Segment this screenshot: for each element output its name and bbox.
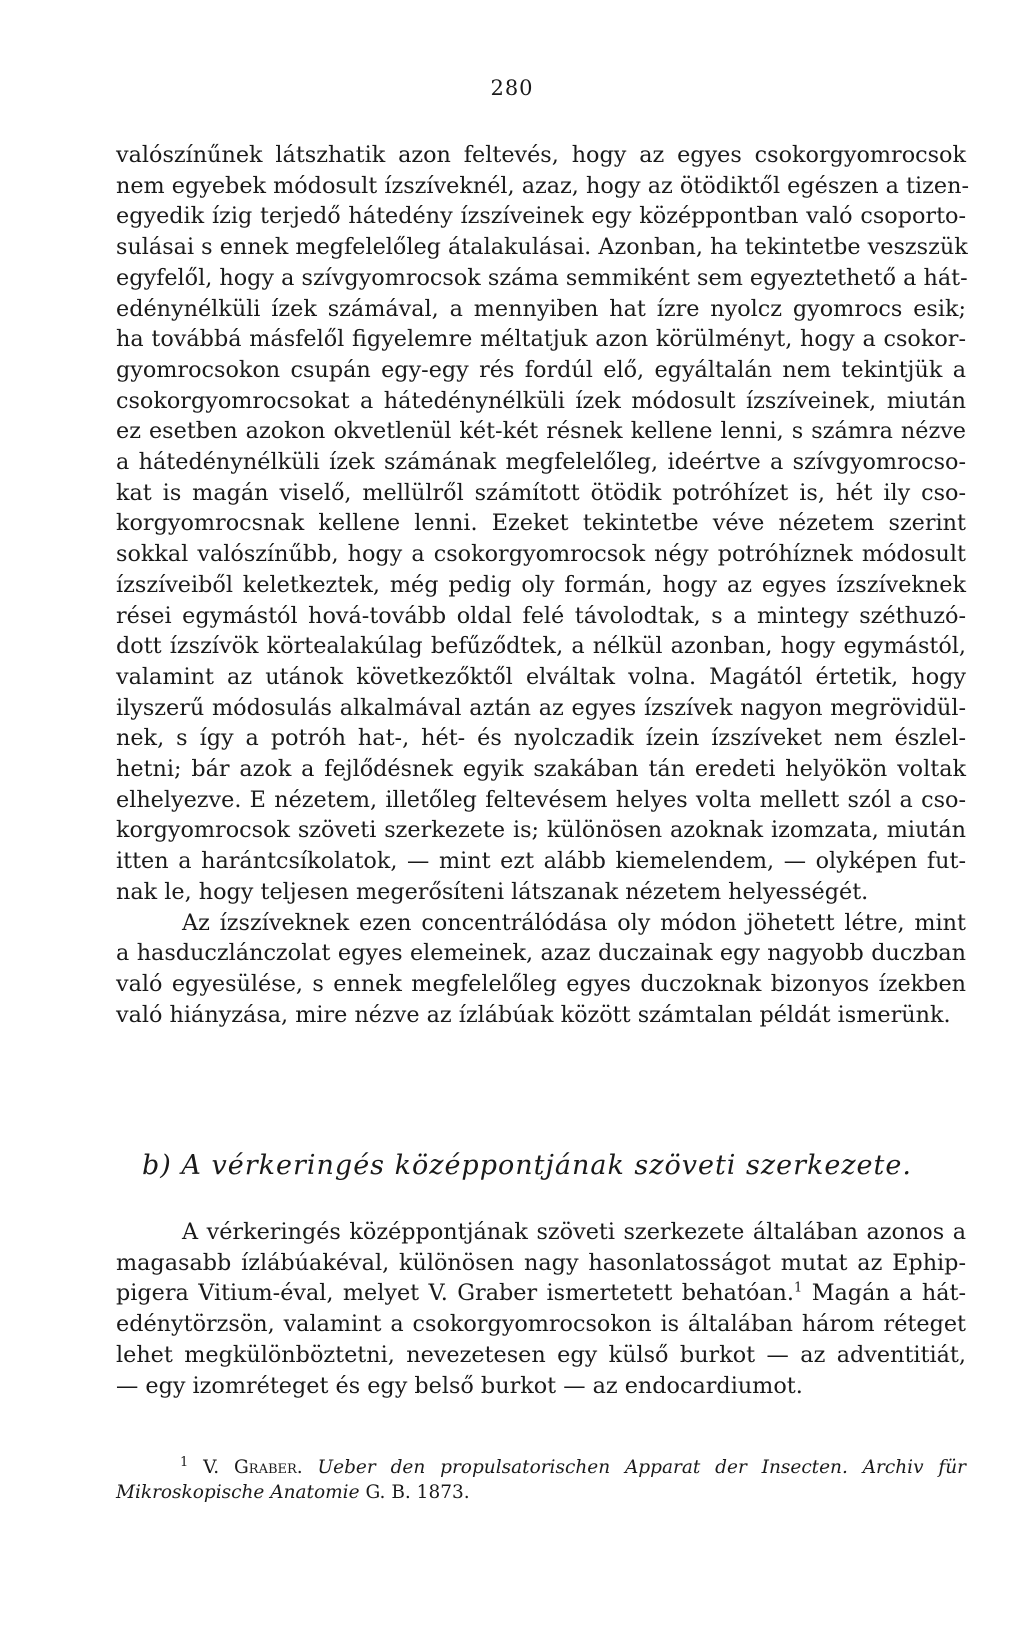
- body-line: hetni; bár azok a fejlődésnek egyik szakában tán eredeti helyökön voltak: [116, 756, 966, 783]
- body-line: edénynélküli ízek számával, a mennyiben hat ízre nyolcz gyomrocs esik;: [116, 295, 966, 322]
- body-paragraphs: [116, 140, 969, 1030]
- body-line: egyfelől, hogy a szívgyomrocsok száma semmiként sem egyeztethető a hát-: [116, 264, 968, 291]
- body-line: való egyesülése, s ennek megfelelőleg egyes duczoknak bizonyos ízekben: [116, 970, 966, 997]
- section-line: — egy izomréteget és egy belső burkot — az endocardiumot.: [116, 1372, 803, 1399]
- body-line: nak le, hogy teljesen megerősíteni látszanak nézetem helyességét.: [116, 878, 869, 905]
- section-paragraph: [116, 1217, 966, 1401]
- body-line: a hátedénynélküli ízek számának megfelelőleg, ideértve a szívgyomrocso-: [116, 449, 966, 476]
- footnote-title-cont: Mikroskopische Anatomie: [116, 1482, 360, 1503]
- body-line: ízszíveiből keletkeztek, még pedig oly formán, hogy az egyes ízszíveknek: [116, 571, 966, 598]
- section-line-text: pigera Vitium-éval, melyet V. Graber ismertetett behatóan.: [116, 1280, 794, 1307]
- body-line: ha továbbá másfelől figyelemre méltatjuk azon körülményt, hogy a csokor-: [116, 326, 966, 353]
- body-line: itten a harántcsíkolatok, — mint ezt alább kiemelendem, — olyképen fut-: [116, 848, 966, 875]
- section-heading: [142, 1150, 912, 1181]
- footnote-author-initial: V.: [203, 1457, 220, 1478]
- section-label: b): [142, 1150, 172, 1181]
- footnote: [116, 1455, 966, 1505]
- body-line: kat is magán viselő, mellülről számított ötödik potróhízet is, hét ily cso-: [116, 479, 966, 506]
- body-line: csokorgyomrocsokat a hátedénynélküli ízek módosult ízszíveinek, miután: [116, 387, 966, 414]
- body-line: a hasduczlánczolat egyes elemeinek, azaz duczainak egy nagyobb duczban: [116, 940, 966, 967]
- section-line: A vérkeringés középpontjának szöveti szerkezete általában azonos a: [182, 1219, 966, 1245]
- body-line: egyedik ízig terjedő hátedény ízszíveinek egy középpontban való csoporto-: [116, 203, 966, 230]
- body-line: nem egyebek módosult ízszíveknél, azaz, hogy az ötödiktől egészen a tizen-: [116, 172, 969, 199]
- section-line-suffix: Magán a hát-: [802, 1280, 966, 1307]
- body-line: sulásai s ennek megfelelőleg átalakulásai. Azonban, ha tekintetbe veszszük: [116, 234, 968, 261]
- body-line: nek, s így a potróh hat-, hét- és nyolczadik ízein ízszíveket nem észlel-: [116, 725, 966, 752]
- footnote-line: [116, 1455, 966, 1480]
- body-line: ilyszerű módosulás alkalmával aztán az egyes ízszívek nagyon megrövidül-: [116, 694, 966, 721]
- footnote-title: Ueber den propulsatorischen Apparat der Insecten. Archiv für: [317, 1457, 966, 1478]
- body-line: korgyomrocsnak kellene lenni. Ezeket tekintetbe véve nézetem szerint: [116, 510, 966, 537]
- footnote-line: [116, 1480, 966, 1505]
- body-line: ez esetben azokon okvetlenül két-két résnek kellene lenni, s számra nézve: [116, 418, 966, 445]
- section-line: [116, 1278, 966, 1309]
- footnote-marker: 1: [180, 1454, 189, 1470]
- section-line: lehet megkülönböztetni, nevezetesen egy külső burkot — az adventitiát,: [116, 1341, 966, 1368]
- body-line: elhelyezve. E nézetem, illetőleg feltevésem helyes volta mellett szól a cso-: [116, 786, 966, 813]
- footnote-author-name: Graber.: [234, 1457, 303, 1478]
- section-line: magasabb ízlábúakéval, különösen nagy hasonlatosságot mutat az Ephip-: [116, 1249, 966, 1276]
- section-line: edénytörzsön, valamint a csokorgyomrocsokon is általában három réteget: [116, 1311, 966, 1338]
- body-line: való hiányzása, mire nézve az ízlábúak között számtalan példát ismerünk.: [116, 1001, 951, 1028]
- body-line: sokkal valószínűbb, hogy a csokorgyomrocsok négy potróhíznek módosult: [116, 541, 966, 568]
- body-line: Az ízszíveknek ezen concentrálódása oly módon jöhetett létre, mint: [182, 909, 966, 936]
- body-line: gyomrocsokon csupán egy-egy rés fordúl elő, egyáltalán nem tekintjük a: [116, 356, 966, 383]
- section-title: A vérkeringés középpontjának szöveti szerkezete.: [181, 1150, 912, 1181]
- body-line: korgyomrocsok szöveti szerkezete is; különösen azoknak izomzata, miután: [116, 817, 966, 844]
- body-line: dott ízszívök körtealakúlag befűződtek, a nélkül azonban, hogy egymástól,: [116, 633, 966, 660]
- body-line: rései egymástól hová-tovább oldal felé távolodtak, s a mintegy széthuzó-: [116, 602, 966, 629]
- body-line: valamint az utánok következőktől elváltak volna. Magától értetik, hogy: [116, 663, 966, 690]
- body-line: valószínűnek látszhatik azon feltevés, hogy az egyes csokorgyomrocsok: [116, 142, 966, 168]
- footnote-publisher: G. B. 1873.: [365, 1482, 470, 1503]
- page-number: 280: [490, 76, 534, 100]
- footnote-reference: 1: [794, 1280, 803, 1296]
